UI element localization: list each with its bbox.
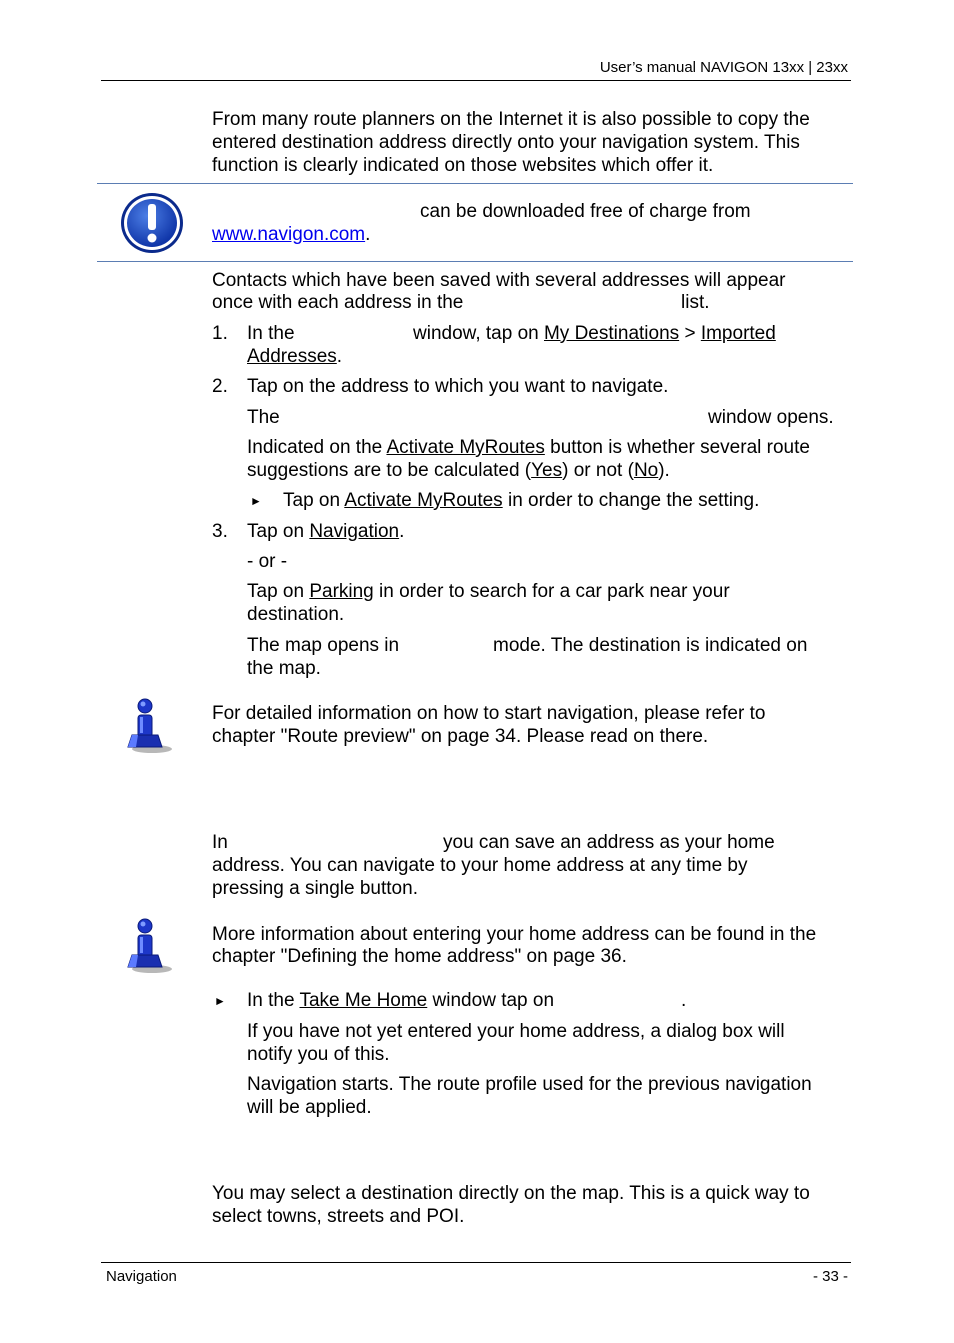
- imported-addresses-ref-a: Imported: [700, 323, 776, 344]
- activate-myroutes-ref-2: Activate MyRoutes: [344, 490, 503, 511]
- step-2-indicated-1: Indicated on the Activate MyRoutes button is whether several route: [247, 437, 810, 458]
- note-bottom-rule: [97, 261, 853, 262]
- parking-line-1: Tap on Parking in order to search for a car park near your: [247, 581, 730, 602]
- running-header: User’s manual NAVIGON 13xx | 23xx: [599, 59, 848, 76]
- info-person-icon: [122, 917, 174, 975]
- step-1-number: 1.: [212, 323, 228, 344]
- info-person-icon: [122, 697, 174, 755]
- step-2-indicated-2: suggestions are to be calculated (Yes) or not (No).: [247, 460, 670, 481]
- my-destinations-ref: My Destinations: [543, 323, 680, 344]
- navigon-link[interactable]: www.navigon.com: [212, 224, 366, 245]
- contacts-line-1: Contacts which have been saved with several addresses will appear: [212, 270, 786, 291]
- step-1-line: window, tap on My Destinations > Imported: [413, 323, 776, 344]
- step-2-number: 2.: [212, 376, 228, 397]
- map-line-1a: The map opens in: [247, 635, 400, 656]
- footer-section: Navigation: [106, 1268, 177, 1285]
- step-2-the: The: [247, 407, 280, 428]
- take-me-home-ref: Take Me Home: [299, 990, 428, 1011]
- step-3-number: 3.: [212, 521, 228, 542]
- note-top-rule: [97, 183, 853, 184]
- intro-line-3: function is clearly indicated on those websites which offer it.: [212, 155, 714, 176]
- note-text-line-1: can be downloaded free of charge from: [420, 201, 751, 222]
- home-p1-line-2: notify you of this.: [247, 1044, 390, 1065]
- step-2-window-opens: window opens.: [708, 407, 834, 428]
- step-1-line-2: Addresses.: [247, 346, 343, 367]
- home-line-3: pressing a single button.: [212, 878, 418, 899]
- contacts-line-2a: once with each address in the: [212, 292, 464, 313]
- activate-myroutes-ref: Activate MyRoutes: [386, 437, 545, 458]
- map-select-line-2: select towns, streets and POI.: [212, 1206, 465, 1227]
- contacts-line-2b: list.: [681, 292, 710, 313]
- header-rule: [101, 80, 851, 81]
- home-line-2: address. You can navigate to your home address at any time by: [212, 855, 748, 876]
- bullet-arrow-icon: ►: [214, 994, 226, 1008]
- exclamation-icon: [119, 191, 185, 255]
- info2-line-1: More information about entering your home address can be found in the: [212, 924, 817, 945]
- intro-line-1: From many route planners on the Internet it is also possible to copy the: [212, 109, 810, 130]
- note-text-line-2: www.navigon.com.: [212, 224, 371, 245]
- step-2-text: Tap on the address to which you want to navigate.: [247, 376, 669, 397]
- home-p2-line-1: Navigation starts. The route profile used for the previous navigation: [247, 1074, 812, 1095]
- info1-line-2: chapter "Route preview" on page 34. Please read on there.: [212, 726, 709, 747]
- map-line-2: the map.: [247, 658, 321, 679]
- parking-ref: Parking: [309, 581, 374, 602]
- home-line-1a: In: [212, 832, 228, 853]
- home-bullet-end: .: [681, 990, 687, 1011]
- or-separator: - or -: [247, 551, 288, 572]
- imported-addresses-ref-b: Addresses: [247, 346, 337, 367]
- bullet-arrow-icon: ►: [250, 494, 262, 508]
- info1-line-1: For detailed information on how to start navigation, please refer to: [212, 703, 766, 724]
- footer-rule: [101, 1262, 851, 1263]
- map-line-1b: mode. The destination is indicated on: [493, 635, 808, 656]
- page-number: - 33 -: [812, 1268, 848, 1285]
- step-1-a: In the: [247, 323, 295, 344]
- step-3-text: Tap on Navigation.: [247, 521, 405, 542]
- home-p2-line-2: will be applied.: [247, 1097, 372, 1118]
- home-line-1b: you can save an address as your home: [443, 832, 775, 853]
- intro-line-2: entered destination address directly onto your navigation system. This: [212, 132, 800, 153]
- info2-line-2: chapter "Defining the home address" on page 36.: [212, 946, 627, 967]
- map-select-line-1: You may select a destination directly on the map. This is a quick way to: [212, 1183, 810, 1204]
- home-bullet: In the Take Me Home window tap on: [247, 990, 555, 1011]
- step-2-bullet: Tap on Activate MyRoutes in order to change the setting.: [283, 490, 760, 511]
- parking-line-2: destination.: [247, 604, 345, 625]
- home-p1-line-1: If you have not yet entered your home address, a dialog box will: [247, 1021, 785, 1042]
- navigation-ref: Navigation: [309, 521, 400, 542]
- no-ref: No: [633, 460, 659, 481]
- yes-ref: Yes: [531, 460, 563, 481]
